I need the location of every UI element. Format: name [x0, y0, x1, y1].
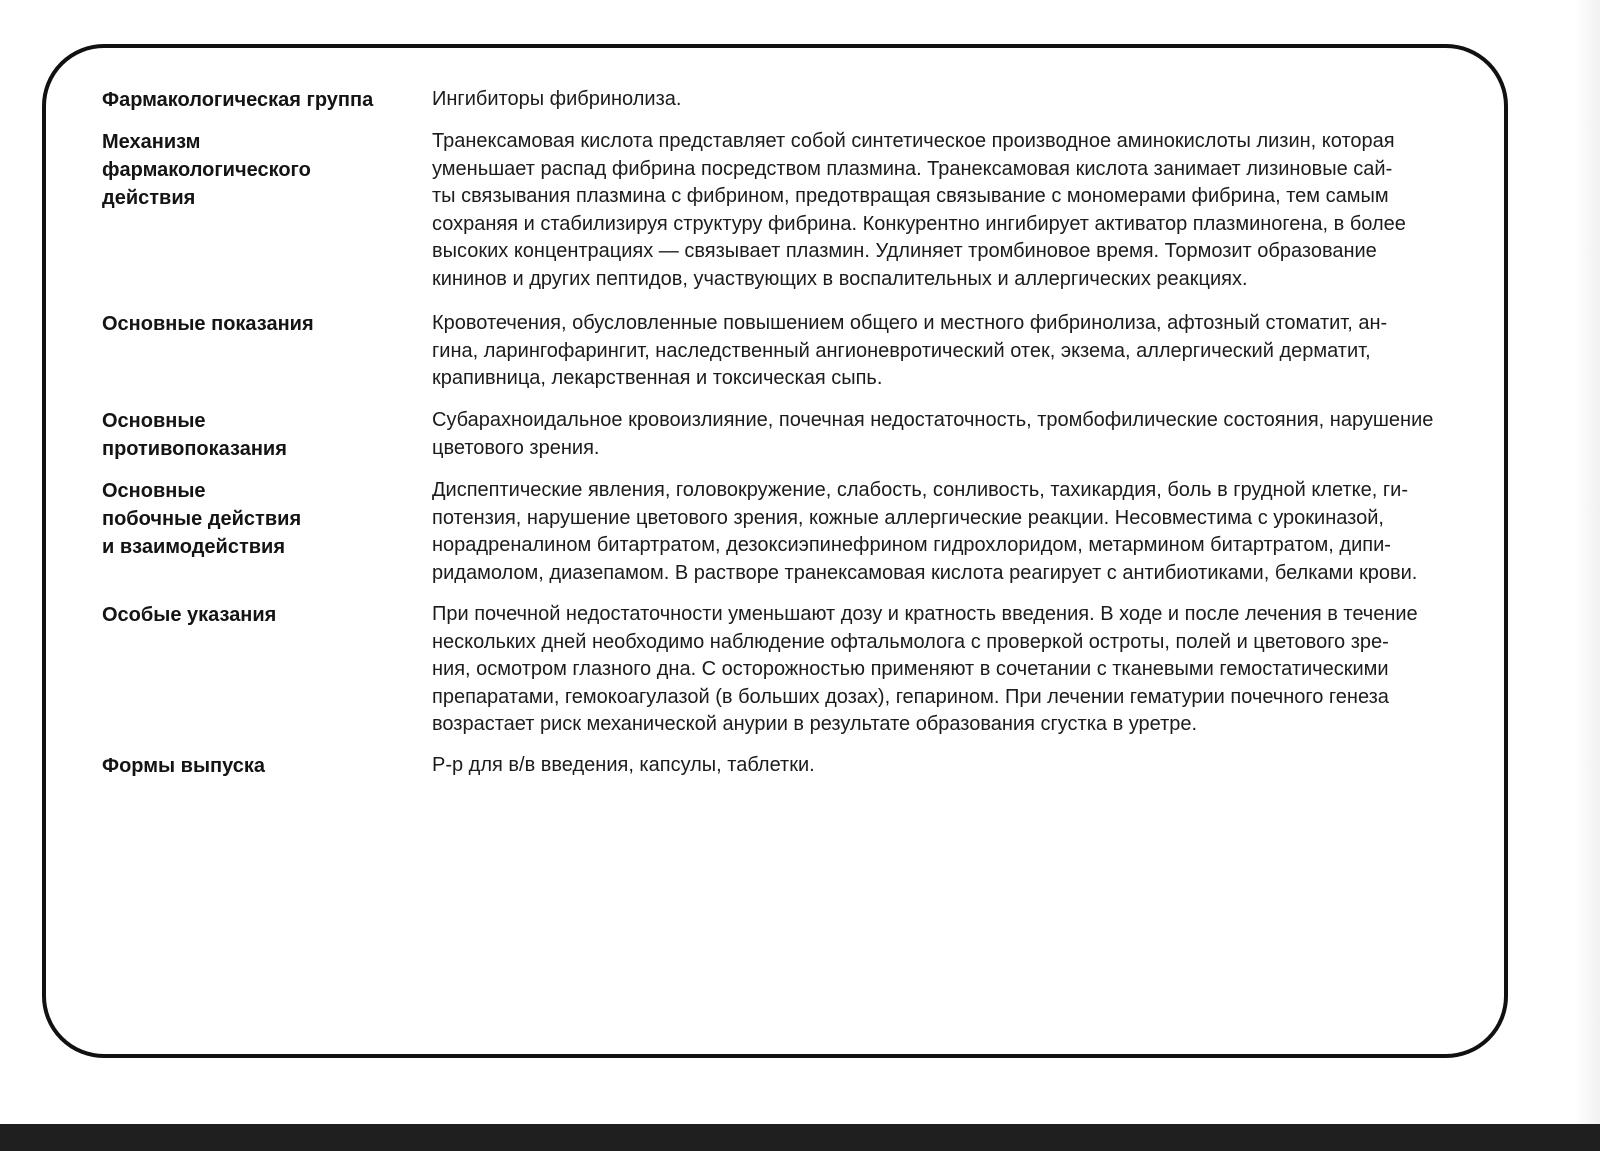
row-label: Механизм фармакологического действия	[102, 131, 311, 209]
row-value: При почечной недостаточности уменьшают дозу и кратность введения. В ходе и после лечения в течение нескольких дней необходимо наблюдение офтальмолога с проверкой остроты, полей и цветового зре- ния, осмотром глазного дна. С осторожностью применяют в сочетании с тканевыми гемостатическими препаратами, гемокоагулазой (в больших дозах), гепарином. При лечении гематурии почечного генеза возрастает риск механической анурии в результате образования сгустка в уретре.	[432, 603, 1418, 735]
row-value: Ингибиторы фибринолиза.	[432, 88, 682, 110]
row-value: Транексамовая кислота представляет собой синтетическое производное аминокислоты лизин, которая уменьшает распад фибрина посредством плазмина. Транексамовая кислота занимает лизиновые сай- ты связывания плазмина с фибрином, предотвращая связывание с мономерами фибрина, тем самым сохраняя и стабилизируя структуру фибрина. Конкурентно ингибирует активатор плазминогена, в более высоких концентрациях — связывает плазмин. Удлиняет тромбиновое время. Тормозит образование кининов и других пептидов, участвующих в воспалительных и аллергических реакциях.	[432, 130, 1406, 290]
row-label: Основные показания	[102, 313, 314, 335]
row-label: Основные побочные действия и взаимодействия	[102, 480, 302, 558]
row-value: Кровотечения, обусловленные повышением общего и местного фибринолиза, афтозный стоматит, ан- гина, ларингофарингит, наследственный ангионевротический отек, экзема, аллергический дерматит, крапивница, лекарственная и токсическая сыпь.	[432, 312, 1388, 389]
row-label: Формы выпуска	[102, 755, 266, 777]
row-value: Диспептические явления, головокружение, слабость, сонливость, тахикардия, боль в грудной клетке, ги- потензия, нарушение цветового зрения, кожные аллергические реакции. Несовместима с урокиназой, норадреналином битартратом, дезоксиэпинефрином гидрохлоридом, метармином битартратом, дипи- ридамолом, диазепамом. В растворе транексамовая кислота реагирует с антибиотиками, белками крови.	[432, 479, 1418, 584]
row-value: Субарахноидальное кровоизлияние, почечная недостаточность, тромбофилические состояния, нарушение цветового зрения.	[432, 409, 1434, 459]
row-label: Особые указания	[102, 604, 277, 626]
drug-info-card	[42, 44, 1508, 1058]
row-label: Фармакологическая группа	[102, 89, 374, 111]
row-value: Р-р для в/в введения, капсулы, таблетки.	[432, 754, 815, 776]
row-label: Основные противопоказания	[102, 410, 287, 460]
scan-bottom-edge	[0, 1124, 1600, 1151]
page-edge-shadow	[1574, 0, 1600, 1124]
